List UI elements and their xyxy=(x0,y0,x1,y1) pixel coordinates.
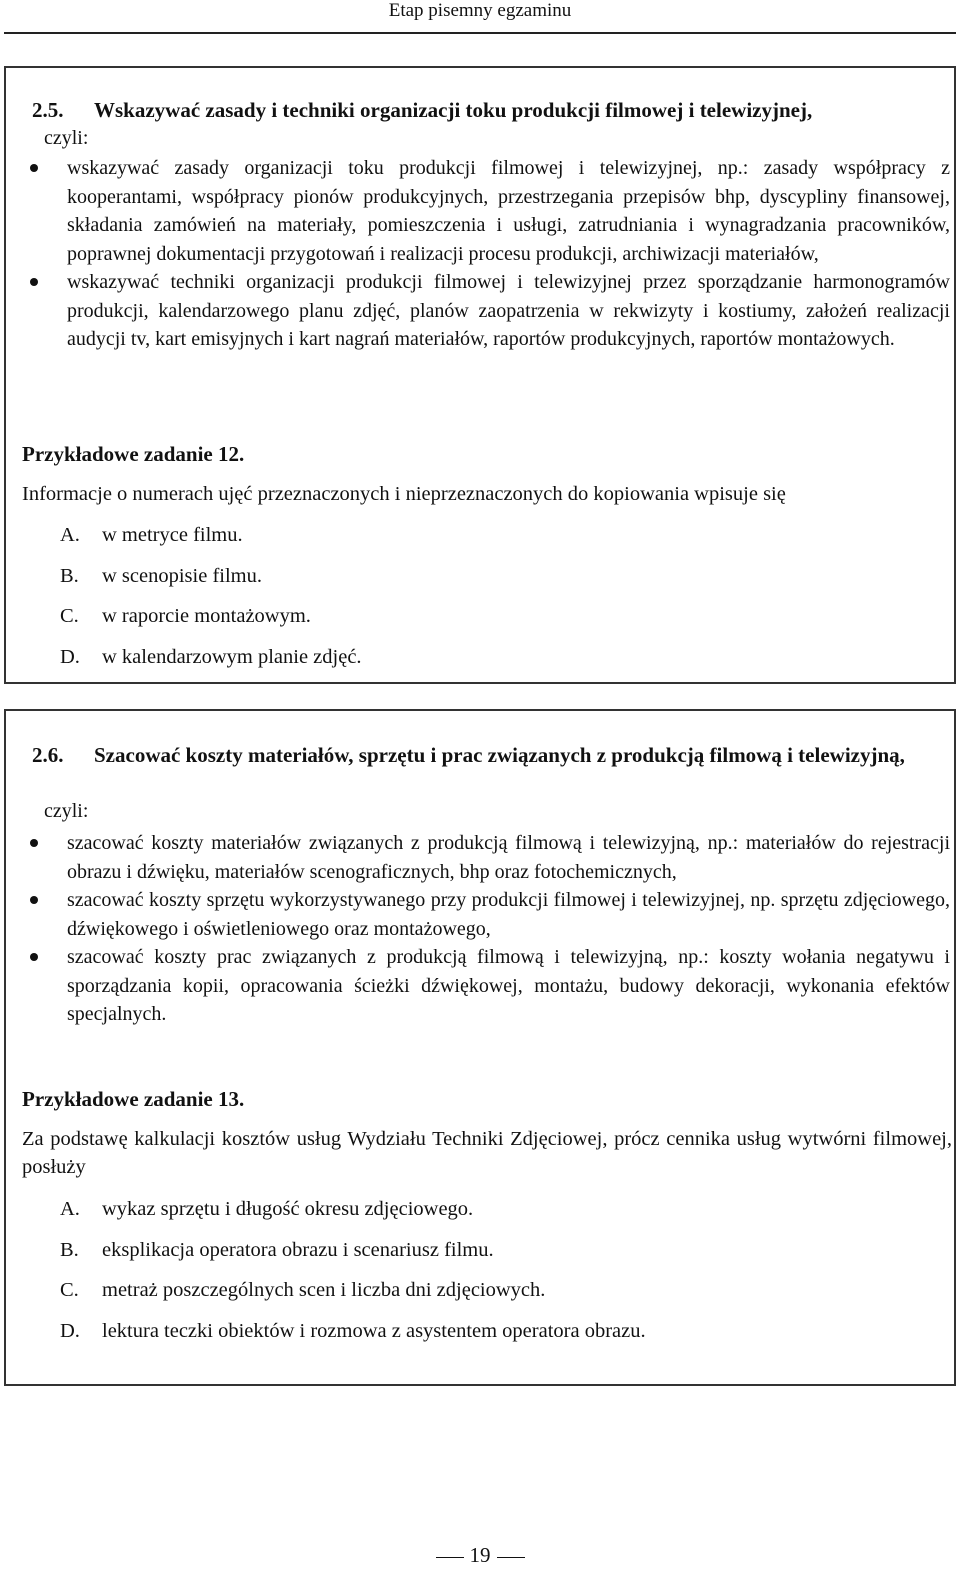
list-item xyxy=(30,829,950,886)
answer-option xyxy=(60,1317,646,1358)
dash-right xyxy=(497,1557,525,1558)
list-item-text: wskazywać zasady organizacji toku produkcji filmowej i telewizyjnej, np.: zasady współpracy z kooperantami, współpracy pionów produkcyjnych, przestrzegania przepisów bhp, dyscypliny finansowej, składania zamówień na materiały, pomieszczenia i usługi, zatrudniania i wynagradzania pracowników, poprawnej dokumentacji przygotowań i realizacji procesu produkcji, archiwizacji materiałów, xyxy=(67,157,950,265)
answer-letter: B. xyxy=(60,564,79,587)
list-item-text: szacować koszty sprzętu wykorzystywanego przy produkcji filmowej i telewizyjnej, np. sprzętu zdjęciowego, dźwiękowego i oświetleniowego oraz montażowego, xyxy=(67,889,950,940)
answer-list xyxy=(60,1195,646,1357)
skills-list xyxy=(30,829,950,1029)
section-number: 2.5. xyxy=(32,98,64,122)
running-header: Etap pisemny egzaminu xyxy=(388,0,572,21)
answer-text: eksplikacja operatora obrazu i scenariusz filmu. xyxy=(102,1238,494,1261)
answer-option xyxy=(60,521,362,562)
answer-option xyxy=(60,562,362,603)
answer-option xyxy=(60,1276,646,1317)
section-box-2-5 xyxy=(4,66,956,684)
answer-text: w raporcie montażowym. xyxy=(102,605,311,627)
answer-text: wykaz sprzętu i długość okresu zdjęciowego. xyxy=(102,1198,474,1220)
list-item-text: wskazywać techniki organizacji produkcji filmowej i telewizyjnej przez sporządzanie harmonogramów produkcji, kalendarzowego planu zdjęć, planów zaopatrzenia w rekwizyty i kostiumy, założeń realizacji audycji tv, kart emisyjnych i kart nagrań materiałów, raportów produkcyjnych, raportów montażowych. xyxy=(67,271,950,350)
bullet-icon xyxy=(30,953,38,961)
list-item xyxy=(30,943,950,1029)
task-question: Za podstawę kalkulacji kosztów usług Wydziału Techniki Zdjęciowej, prócz cennika usług wytwórni filmowej, posłuży xyxy=(22,1128,952,1178)
answer-letter: A. xyxy=(60,524,80,546)
answer-list xyxy=(60,521,362,683)
answer-letter: C. xyxy=(60,1279,79,1301)
answer-letter: C. xyxy=(60,605,79,627)
answer-option xyxy=(60,1236,646,1277)
section-box-2-6 xyxy=(4,709,956,1386)
answer-text: w kalendarzowym planie zdjęć. xyxy=(102,645,362,668)
answer-letter: D. xyxy=(60,1319,80,1342)
list-item xyxy=(30,886,950,943)
answer-text: w scenopisie filmu. xyxy=(102,564,262,587)
answer-option xyxy=(60,1195,646,1236)
header-rule xyxy=(4,32,956,34)
list-item xyxy=(30,154,950,268)
answer-letter: D. xyxy=(60,645,80,668)
answer-letter: A. xyxy=(60,1198,80,1220)
section-title: Wskazywać zasady i techniki organizacji toku produkcji filmowej i telewizyjnej, xyxy=(94,98,813,122)
page-number-text: 19 xyxy=(469,1543,491,1567)
list-item-text: szacować koszty prac związanych z produkcją filmową i telewizyjną, np.: koszty wołania negatywu i sporządzania kopii, opracowania ścieżki dźwiękowej, montażu, budowy dekoracji, wykonania efektów specjalnych. xyxy=(67,946,950,1025)
list-item-text: szacować koszty materiałów związanych z produkcją filmową i telewizyjną, np.: materiałów do rejestracji obrazu i dźwięku, materiałów scenograficznych, bhp oraz fotochemicznych, xyxy=(67,832,950,883)
bullet-icon xyxy=(30,164,38,172)
czyli-label: czyli: xyxy=(44,127,89,149)
page-number xyxy=(0,1541,960,1569)
answer-letter: B. xyxy=(60,1238,79,1261)
answer-text: w metryce filmu. xyxy=(102,524,243,546)
task-question: Informacje o numerach ujęć przeznaczonych i nieprzeznaczonych do kopiowania wpisuje się xyxy=(22,483,786,505)
answer-option xyxy=(60,602,362,643)
skills-list xyxy=(30,154,950,354)
task-title: Przykładowe zadanie 13. xyxy=(22,1087,245,1111)
section-title: Szacować koszty materiałów, sprzętu i prac związanych z produkcją filmową i telewizyjną, xyxy=(94,743,905,767)
czyli-label: czyli: xyxy=(44,800,89,822)
section-number: 2.6. xyxy=(32,743,64,767)
answer-text: lektura teczki obiektów i rozmowa z asystentem operatora obrazu. xyxy=(102,1319,646,1342)
answer-option xyxy=(60,643,362,684)
bullet-icon xyxy=(30,896,38,904)
task-title: Przykładowe zadanie 12. xyxy=(22,442,245,466)
bullet-icon xyxy=(30,278,38,286)
list-item xyxy=(30,268,950,354)
bullet-icon xyxy=(30,839,38,847)
dash-left xyxy=(436,1557,464,1558)
answer-text: metraż poszczególnych scen i liczba dni zdjęciowych. xyxy=(102,1279,546,1301)
